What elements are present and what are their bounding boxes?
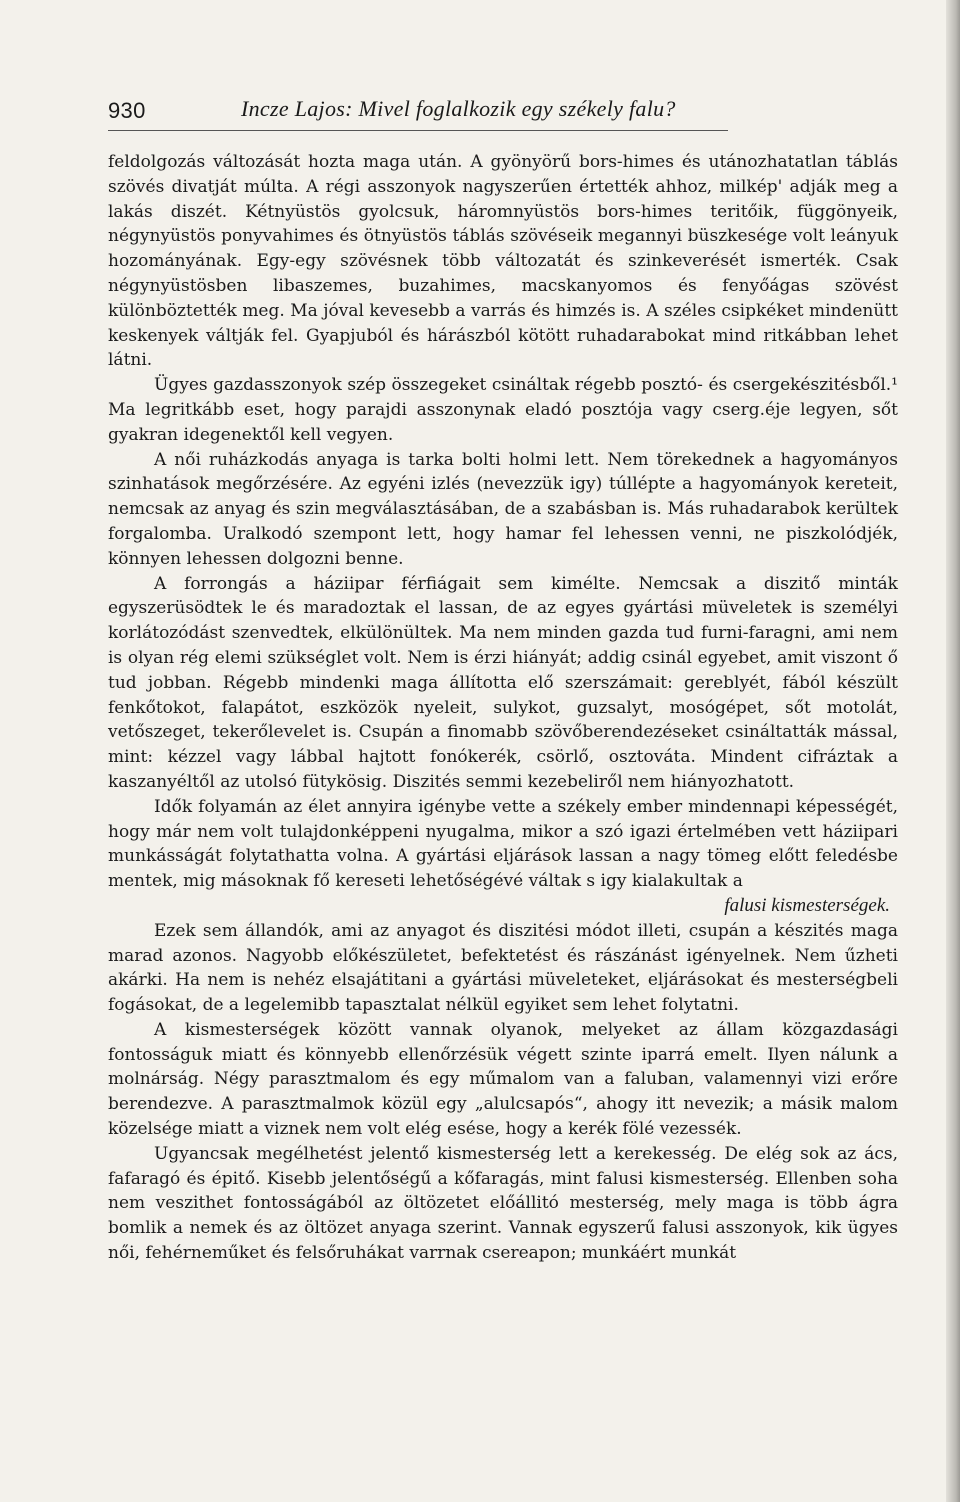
paragraph-1: feldolgozás változását hozta maga után. A gyönyörű bors-himes és utánozhatatlan táblás szövés divatját múlta. A régi asszonyok nagyszerűen értették ahhoz, milkép' adják meg a lakás diszét. Kétnyüstös gyolcsuk, háromnyüstös bors-himes teritőik, függönyeik, négynyüstös ponyvahimes és ötnyüstös táblás szövéseik megannyi büszkesége volt leányuk hozományának. Egy-egy szövésnek több változatát és szinkeverését ismerték. Csak négynyüstösben libaszemes, buzahimes, macskanyomos és fenyőágas szövést különböztették meg. Ma jóval kevesebb a varrás és himzés is. A széles csipkéket mindenütt keskenyek váltják fel. Gyapjuból és hárászból kötött ruhadarabokat mind ritkábban lehet látni. — [108, 152, 898, 371]
page-number: 930 — [108, 98, 146, 123]
header-rule — [108, 130, 728, 131]
paragraph-6: Ezek sem állandók, ami az anyagot és diszitési módot illeti, csupán a készités maga marad azonos. Nagyobb előkészületet, befektetést és rászánást igényelnek. Nem űzheti akárki. Ha nem is nehéz elsajátitani a gyártási müveleteket, eljárásokat és mesterségbeli fogásokat, de a legelemibb tapasztalat nélkül egyiket sem lehet folytatni. — [108, 920, 898, 1016]
section-heading: falusi kismesterségek. — [724, 894, 890, 916]
paragraph-2: Ügyes gazdasszonyok szép összegeket csináltak régebb posztó- és csergekészitésből.¹ Ma legritkább eset, hogy parajdi asszonynak eladó posztója vagy cserg.éje legyen, sőt gyakran idegenektől kell vegyen. — [108, 375, 898, 445]
running-title: Incze Lajos: Mivel foglalkozik egy székely falu? — [241, 96, 676, 121]
page-header — [108, 92, 908, 126]
paragraph-7: A kismesterségek között vannak olyanok, melyeket az állam közgazdasági fontosságuk miatt és könnyebb ellenőrzésük végett szinte iparrá emelt. Ilyen nálunk a molnárság. Négy parasztmalom és egy műmalom van a faluban, valamennyi vizi erőre berendezve. A parasztmalmok közül egy „alulcsapós“, ahogy itt nevezik; a másik malom közelsége miatt a viznek nem volt elég esése, hogy a kerék fölé vezessék. — [108, 1019, 898, 1140]
paragraph-5: Idők folyamán az élet annyira igénybe vette a székely ember mindennapi képességét, hogy már nem volt tulajdonképpeni nyugalma, mikor a szó igazi értelmében vett háziipari munkásságát folytathatta volna. A gyártási eljárások lassan a nagy tömeg előtt feledésbe mentek, mig másoknak fő kereseti lehetőségévé váltak s igy kialakultak a — [108, 796, 898, 892]
body-text — [108, 150, 898, 1266]
paragraph-3: A női ruházkodás anyaga is tarka bolti holmi lett. Nem törekednek a hagyományos szinhatások megőrzésére. Az egyéni izlés (nevezzük igy) túllépte a hagyományok kereteit, nemcsak az anyag és szin megválasztásában, de a szabásban is. Más ruhadarabok kerültek forgalomba. Uralkodó szempont lett, hogy hamar fel lehessen venni, ne piszkolódjék, könnyen lehessen dolgozni benne. — [108, 449, 898, 569]
paragraph-8: Ugyancsak megélhetést jelentő kismesterség lett a kerekesség. De elég sok az ács, fafaragó és épitő. Kisebb jelentőségű a kőfaragás, mint falusi kismesterség. Ellenben soha nem veszithet fontosságából az öltözetet előállitó mesterség, mely maga is több ágra bomlik a nemek és az öltözet anyaga szerint. Vannak egyszerű falusi asszonyok, kik ügyes női, fehérneműket és felsőruhákat varrnak csereapon; munkáért munkát — [108, 1143, 898, 1264]
paragraph-4: A forrongás a háziipar férfiágait sem kimélte. Nemcsak a diszitő minták egyszerüsödtek le és maradoztak el lassan, de az egyes gyártási müveletek is személyi korlátozódást szenvedtek, elkülönültek. Ma nem minden gazda tud furni-faragni, ami nem is olyan rég elemi szükséglet volt. Nem is érzi hiányát; addig csinál egyebet, amit viszont ő tud jobban. Régebb mindenki maga állította elő szerszámait: gereblyét, fából készült fenkőtokot, falapátot, eszközök nyeleit, sulykot, guzsalyt, mosógépet, sőt motolát, vetőszeget, tekerőlevelet is. Csupán a finomabb szövőberendezéseket csináltatták mással, mint: kézzel vagy lábbal hajtott fonókerék, csörlő, osztováta. Mindent cifráztak a kaszanyéltől az utolsó fütykösig. Diszités semmi kezebeliről nem hiányozhatott. — [108, 573, 898, 792]
page-edge-shadow — [946, 0, 960, 1502]
